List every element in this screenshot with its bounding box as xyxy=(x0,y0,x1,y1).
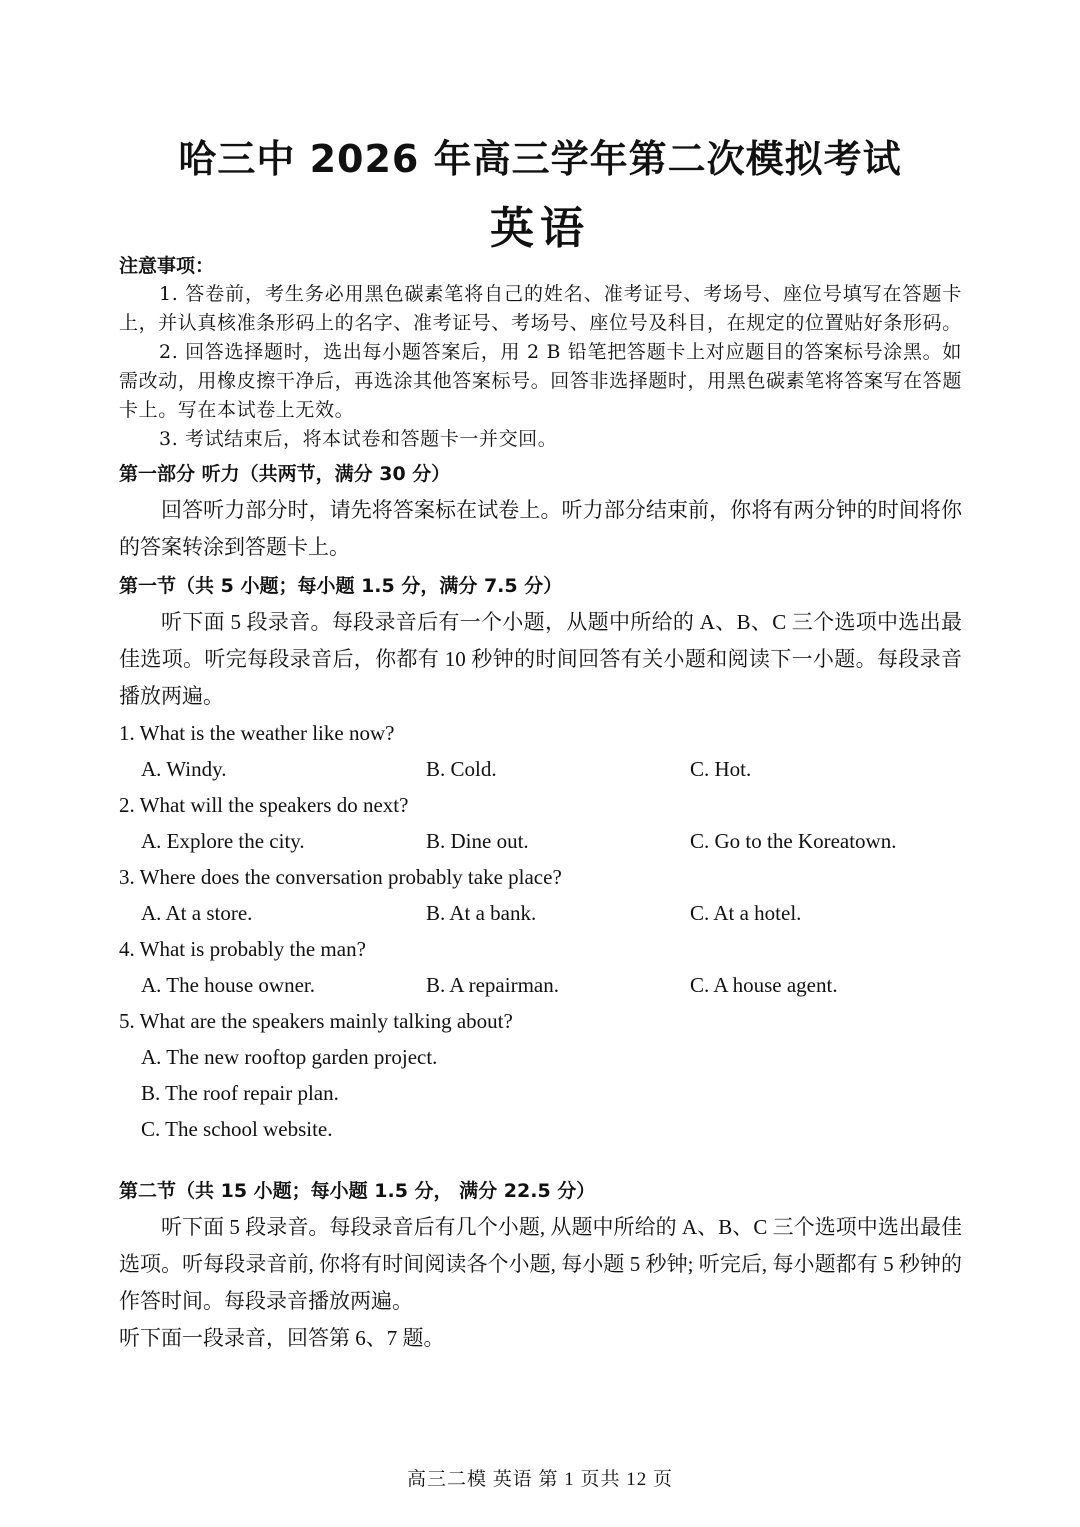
exam-content xyxy=(119,252,962,1356)
notice-item-1: 1. 答卷前，考生务必用黑色碳素笔将自己的姓名、准考证号、考场号、座位号填写在答题卡上，并认真核准条形码上的名字、准考证号、考场号、座位号及科目，在规定的位置贴好条形码。 xyxy=(119,283,962,334)
option-c: C. A house agent. xyxy=(690,973,838,997)
option-a: A. The house owner. xyxy=(141,973,315,997)
spacer xyxy=(119,1147,962,1171)
question-2-options xyxy=(119,823,962,859)
notice-item-2: 2. 回答选择题时，选出每小题答案后，用 2 B 铅笔把答题卡上对应题目的答案标号涂黑。如需改动，用橡皮擦干净后，再选涂其他答案标号。回答非选择题时，用黑色碳素笔将答案写在答题卡上。写在本试卷上无效。 xyxy=(119,341,962,421)
part1-heading: 第一部分 听力（共两节，满分 30 分） xyxy=(119,463,451,485)
question-1-options xyxy=(119,751,962,787)
question-2: 2. What will the speakers do next? xyxy=(119,793,409,817)
notice-item-3: 3. 考试结束后，将本试卷和答题卡一并交回。 xyxy=(159,428,558,450)
part1-intro: 回答听力部分时，请先将答案标在试卷上。听力部分结束前，你将有两分钟的时间将你的答案转涂到答题卡上。 xyxy=(119,498,962,559)
option-b: B. Cold. xyxy=(426,757,497,781)
question-3-options xyxy=(119,895,962,931)
section1-heading: 第一节（共 5 小题；每小题 1.5 分，满分 7.5 分） xyxy=(119,575,563,597)
option-b: B. The roof repair plan. xyxy=(141,1081,339,1105)
option-c: C. The school website. xyxy=(141,1117,333,1141)
question-1: 1. What is the weather like now? xyxy=(119,721,395,745)
question-5: 5. What are the speakers mainly talking about? xyxy=(119,1009,513,1033)
section1-intro: 听下面 5 段录音。每段录音后有一个小题，从题中所给的 A、B、C 三个选项中选出最佳选项。听完每段录音后，你都有 10 秒钟的时间回答有关小题和阅读下一小题。每段录音播放两遍。 xyxy=(119,610,962,708)
exam-title: 哈三中 2026 年高三学年第二次模拟考试 xyxy=(178,137,902,181)
option-b: B. A repairman. xyxy=(426,973,559,997)
option-c: C. Go to the Koreatown. xyxy=(690,829,897,853)
option-c: C. Hot. xyxy=(690,757,752,781)
option-c: C. At a hotel. xyxy=(690,901,802,925)
option-a: A. At a store. xyxy=(141,901,253,925)
page-footer: 高三二模 英语 第 1 页共 12 页 xyxy=(406,1469,673,1490)
option-a: A. Explore the city. xyxy=(141,829,305,853)
subject-title: 英语 xyxy=(490,203,590,254)
option-b: B. At a bank. xyxy=(426,901,537,925)
section2-intro: 听下面 5 段录音。每段录音后有几个小题, 从题中所给的 A、B、C 三个选项中选出最佳选项。听每段录音前, 你将有时间阅读各个小题, 每小题 5 秒钟; 听完后, 每小题都有 5 秒钟的作答时间。每段录音播放两遍。 xyxy=(119,1215,962,1313)
section2-instruction: 听下面一段录音，回答第 6、7 题。 xyxy=(119,1326,445,1350)
option-b: B. Dine out. xyxy=(426,829,529,853)
question-4: 4. What is probably the man? xyxy=(119,937,366,961)
notice-heading: 注意事项： xyxy=(119,255,215,277)
section2-heading: 第二节（共 15 小题；每小题 1.5 分， 满分 22.5 分） xyxy=(119,1180,596,1202)
question-3: 3. Where does the conversation probably take place? xyxy=(119,865,562,889)
option-a: A. Windy. xyxy=(141,757,227,781)
question-4-options xyxy=(119,967,962,1003)
option-a: A. The new rooftop garden project. xyxy=(141,1045,438,1069)
